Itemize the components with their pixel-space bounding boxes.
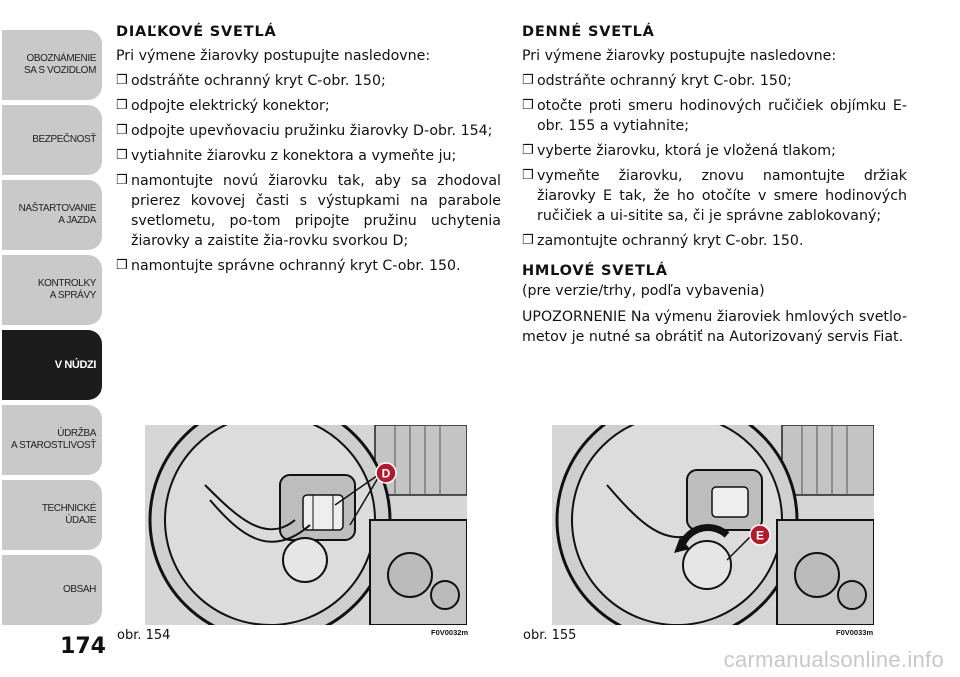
list-item: ❒ zamontujte ochranný kryt C-obr. 150. (522, 233, 804, 249)
list-item: ❒ odstráňte ochranný kryt C-obr. 150; (522, 73, 792, 89)
tab-bezpecnost[interactable]: BEZPEČNOSŤ (2, 105, 102, 175)
checkbox-bullet-icon: ❒ (522, 73, 534, 88)
checkbox-bullet-icon: ❒ (522, 168, 534, 183)
tab-udrzba[interactable]: ÚDRŽBA A STAROSTLIVOSŤ (2, 405, 102, 475)
page-number: 174 (60, 634, 106, 659)
tab-oboznamenie[interactable]: OBOZNÁMENIE SA S VOZIDLOM (2, 30, 102, 100)
list-item: ❒ vymeňte žiarovku, znovu namontujte držiak žiarovky E tak, že ho otočíte v smere hodinových ručičiek a ui-sitite sa, či je správne zablokovaný; (522, 168, 907, 224)
right-column (522, 22, 907, 352)
list-item: ❒ odpojte upevňovaciu pružinku žiarovky D-obr. 154; (116, 123, 493, 139)
figure-code: F0V0032m (431, 628, 469, 637)
figure-caption: obr. 154 (117, 628, 171, 643)
list-item: ❒ vyberte žiarovku, ktorá je vložená tlakom; (522, 143, 836, 159)
figure-headlight-bulb-d (145, 425, 467, 625)
list-item: ❒ vytiahnite žiarovku z konektora a vymeňte ju; (116, 148, 457, 164)
checkbox-bullet-icon: ❒ (522, 98, 534, 113)
tab-nastartovanie[interactable]: NAŠTARTOVANIE A JAZDA (2, 180, 102, 250)
subheading: (pre verzie/trhy, podľa vybavenia) (522, 283, 765, 299)
svg-text:E: E (755, 528, 765, 543)
checkbox-bullet-icon: ❒ (116, 173, 128, 188)
figure-headlight-bulb-e (552, 425, 874, 625)
notice-text: UPOZORNENIE Na výmenu žiaroviek hmlových svetlo-metov je nutné sa obrátiť na Autorizovaný servis Fiat. (522, 309, 907, 345)
list-item: ❒ odstráňte ochranný kryt C-obr. 150; (116, 73, 386, 89)
list-item: ❒ odpojte elektrický konektor; (116, 98, 330, 114)
checkbox-bullet-icon: ❒ (116, 148, 128, 163)
tab-technicke[interactable]: TECHNICKÉ ÚDAJE (2, 480, 102, 550)
checkbox-bullet-icon: ❒ (116, 73, 128, 88)
figure-code: F0V0033m (836, 628, 874, 637)
section-heading: DENNÉ SVETLÁ (522, 24, 655, 40)
checkbox-bullet-icon: ❒ (116, 258, 128, 273)
intro-text: Pri výmene žiarovky postupujte nasledovne: (522, 48, 837, 64)
list-item: ❒ otočte proti smeru hodinových ručičiek objímku E-obr. 155 a vytiahnite; (522, 98, 907, 134)
tab-kontrolky[interactable]: KONTROLKY A SPRÁVY (2, 255, 102, 325)
list-item: ❒ namontujte správne ochranný kryt C-obr. 150. (116, 258, 461, 274)
list-item: ❒ namontujte novú žiarovku tak, aby sa zhodoval prierez kovovej časti s výstupkami na parabole svetlometu, po-tom pripojte pružinu uchytenia žiarovky a zaistite žia-rovku svorkou D; (116, 173, 501, 249)
figure-caption: obr. 155 (523, 628, 577, 643)
headlight-illustration (145, 425, 467, 625)
checkbox-bullet-icon: ❒ (116, 98, 128, 113)
svg-text:D: D (381, 466, 391, 481)
intro-text: Pri výmene žiarovky postupujte nasledovne: (116, 48, 431, 64)
section-heading-fog: HMLOVÉ SVETLÁ (522, 263, 668, 279)
section-heading: DIAĽKOVÉ SVETLÁ (116, 24, 277, 40)
checkbox-bullet-icon: ❒ (522, 233, 534, 248)
checkbox-bullet-icon: ❒ (522, 143, 534, 158)
section-sidebar (0, 0, 106, 677)
watermark: carmanualsonline.info (723, 647, 944, 672)
checkbox-bullet-icon: ❒ (116, 123, 128, 138)
left-column (116, 22, 501, 281)
tab-v-nudzi[interactable]: V NÚDZI (2, 330, 102, 400)
headlight-illustration (552, 425, 874, 625)
tab-obsah[interactable]: OBSAH (2, 555, 102, 625)
